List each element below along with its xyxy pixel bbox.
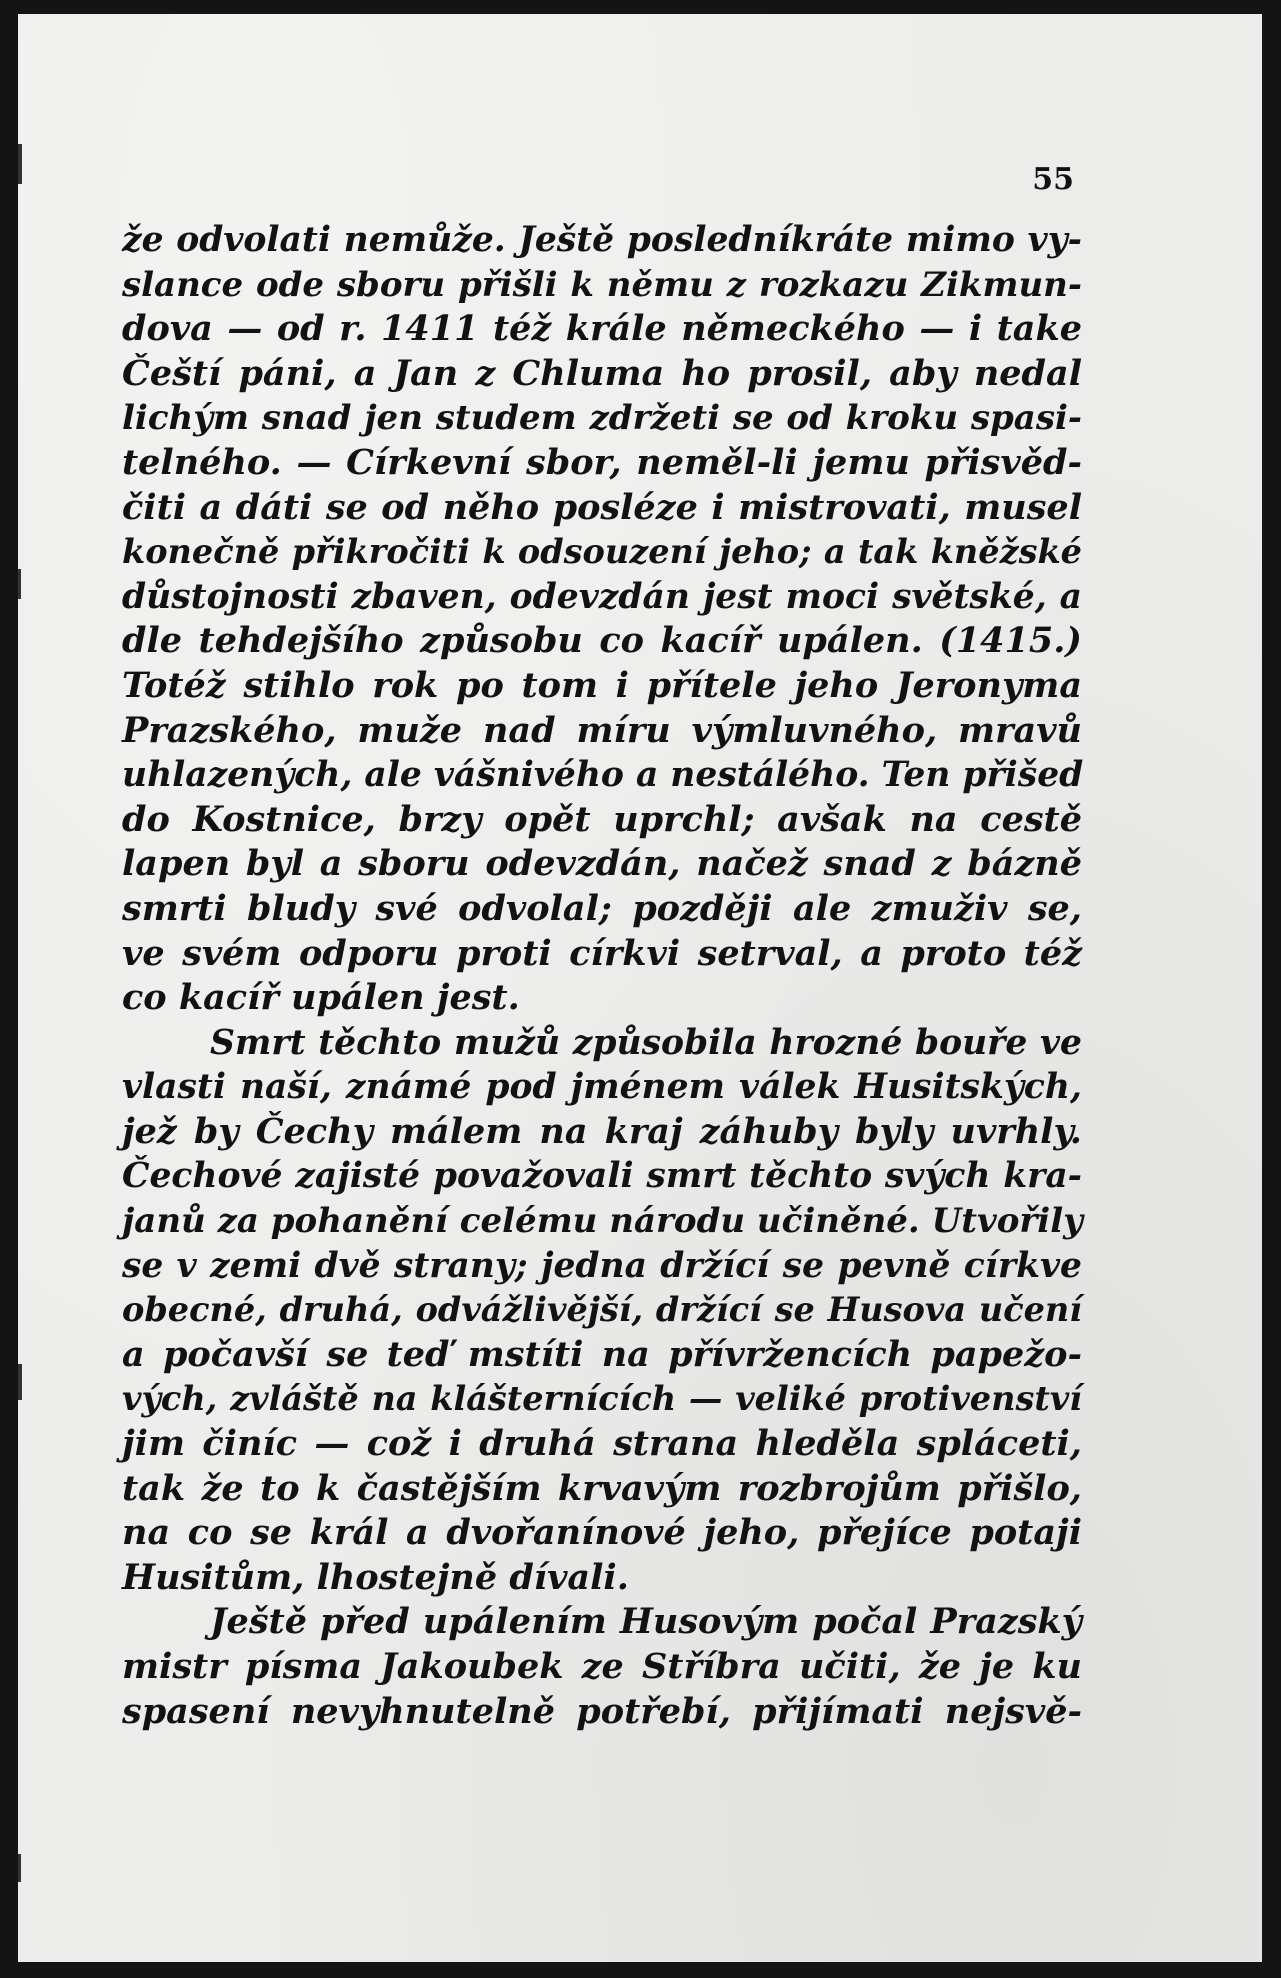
text-line: dova — od r. 1411 též krále německého — i take [122, 308, 1082, 350]
text-line: spasení nevyhnutelně potřebí, přijímati nejsvě- [122, 1690, 1082, 1732]
text-line: co kacíř upálen jest. [122, 977, 520, 1019]
text-line: na co se král a dvořanínové jeho, přejíce potaji [122, 1512, 1082, 1554]
text-line: slance ode sboru přišli k němu z rozkazu Zikmun- [122, 264, 1082, 305]
text-line: uhlazených, ale vášnivého a nestálého. Ten přišed [122, 755, 1084, 796]
margin-mark [18, 1364, 22, 1400]
text-line: a počavší se teď mstíti na přívržencích papežo- [122, 1333, 1082, 1375]
text-line: se v zemi dvě strany; jedna držící se pevně církve [122, 1245, 1082, 1286]
text-line: Ještě před upálením Husovým počal Prazský [210, 1601, 1082, 1643]
text-line: smrti bludy své odvolal; později ale zmuživ se, [122, 887, 1082, 929]
text-line: vých, zvláště na klášternících — veliké protivenství [122, 1379, 1082, 1419]
text-line: důstojnosti zbaven, odevzdán jest moci světské, a [122, 576, 1082, 617]
text-line: mistr písma Jakoubek ze Stříbra učiti, že je ku [122, 1646, 1082, 1687]
text-line: Čeští páni, a Jan z Chluma ho prosil, aby nedal [122, 352, 1082, 394]
page-number: 55 [1032, 162, 1074, 197]
text-line: Husitům, lhostejně dívali. [122, 1556, 629, 1598]
text-line: konečně přikročiti k odsouzení jeho; a tak kněžské [122, 532, 1082, 572]
margin-mark [18, 569, 21, 599]
text-line: dle tehdejšího způsobu co kacíř upálen. (1415.) [122, 620, 1082, 662]
book-page [18, 14, 1262, 1962]
text-line: čiti a dáti se od něho posléze i mistrovati, musel [122, 486, 1082, 528]
text-line: jim činíc — což i druhá strana hleděla spláceti, [122, 1423, 1082, 1465]
text-line: telného. — Církevní sbor, neměl-li jemu přisvěd- [122, 441, 1082, 483]
body-text [122, 218, 1082, 1734]
text-line: lichým snad jen studem zdržeti se od kroku spasi- [122, 398, 1082, 439]
text-line: Prazského, muže nad míru výmluvného, mravů [122, 709, 1082, 751]
text-line: janů za pohanění celému národu učiněné. Utvořily [122, 1201, 1083, 1242]
text-line: ve svém odporu proti církvi setrval, a proto též [122, 932, 1082, 974]
text-line: do Kostnice, brzy opět uprchl; avšak na cestě [122, 798, 1082, 840]
text-line: lapen byl a sboru odevzdán, načež snad z bázně [122, 843, 1082, 885]
text-line: tak že to k častějším krvavým rozbrojům přišlo, [122, 1467, 1082, 1509]
margin-mark [18, 144, 22, 184]
text-line: obecné, druhá, odvážlivější, držící se Husova učení [122, 1290, 1082, 1330]
text-line: vlasti naší, známé pod jménem válek Husitských, [122, 1067, 1082, 1108]
text-line: Čechové zajisté považovali smrt těchto svých kra- [122, 1156, 1082, 1197]
text-line: Totéž stihlo rok po tom i přítele jeho Jeronyma [122, 664, 1082, 706]
text-line: jež by Čechy málem na kraj záhuby byly uvrhly. [122, 1110, 1082, 1152]
margin-mark [18, 1854, 21, 1882]
text-line: že odvolati nemůže. Ještě posledníkráte mimo vy- [122, 220, 1082, 260]
text-line: Smrt těchto mužů způsobila hrozné bouře ve [210, 1022, 1082, 1063]
